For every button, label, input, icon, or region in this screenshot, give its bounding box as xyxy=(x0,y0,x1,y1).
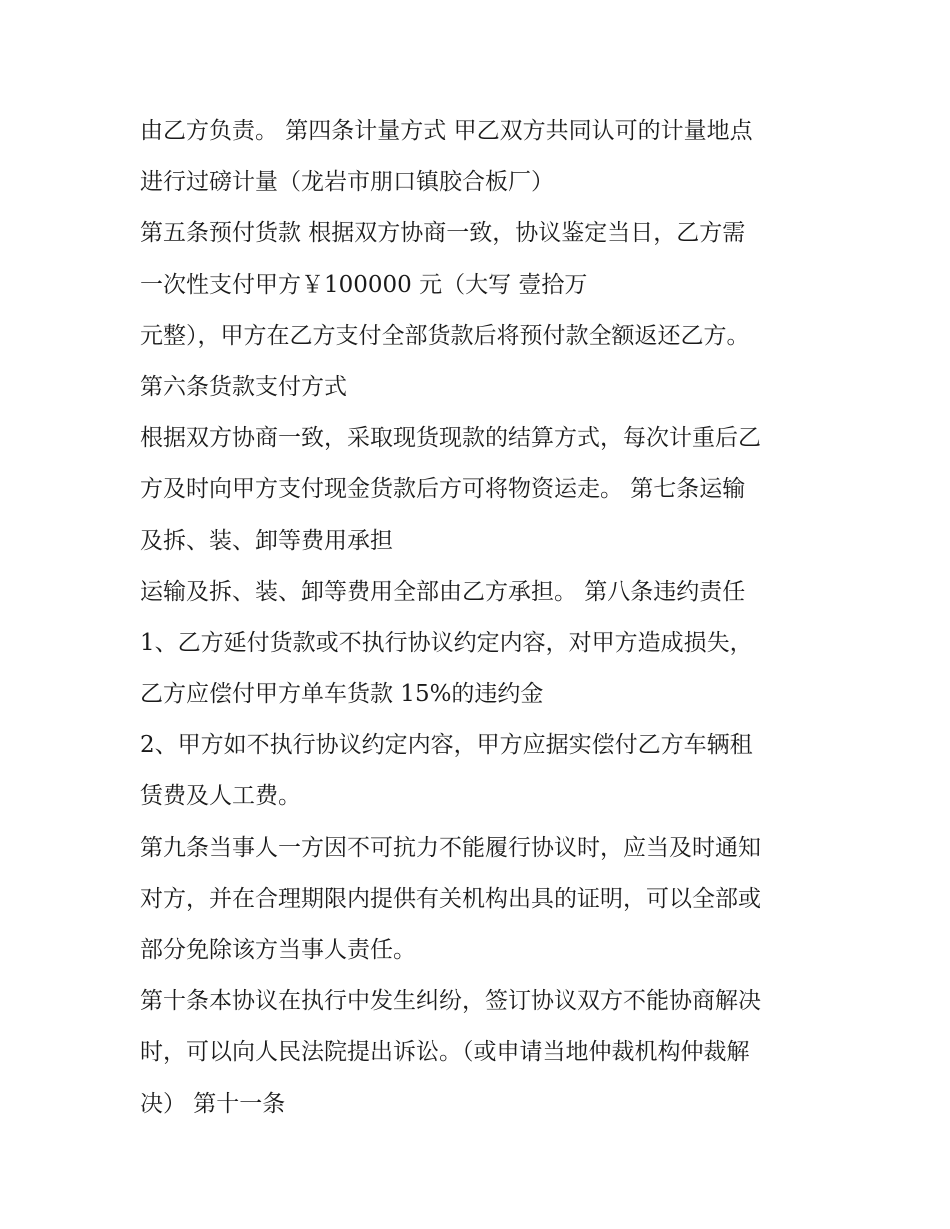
text-line: 及拆、装、卸等费用承担 xyxy=(140,527,393,554)
text-line: 一次性支付甲方￥100000 元（大写 壹拾万 xyxy=(140,271,588,298)
text-line: 进行过磅计量（龙岩市朋口镇胶合板厂） xyxy=(140,169,554,196)
text-line: 第五条预付货款 根据双方协商一致，协议鉴定当日，乙方需 xyxy=(140,220,746,247)
text-line: 决） 第十一条 xyxy=(140,1090,286,1117)
contract-body-text xyxy=(140,106,840,1130)
text-line: 乙方应偿付甲方单车货款 15%的违约金 xyxy=(140,681,544,708)
text-line: 第六条货款支付方式 xyxy=(140,373,347,400)
text-line: 元整），甲方在乙方支付全部货款后将预付款全额返还乙方。 xyxy=(140,322,750,349)
text-line: 由乙方负责。 第四条计量方式 甲乙双方共同认可的计量地点 xyxy=(140,118,753,144)
text-line: 根据双方协商一致，采取现货现款的结算方式，每次计重后乙 xyxy=(140,425,761,452)
text-line: 部分免除该方当事人责任。 xyxy=(140,937,416,963)
text-line: 2、甲方如不执行协议约定内容，甲方应据实偿付乙方车辆租 xyxy=(140,732,753,759)
text-line: 赁费及人工费。 xyxy=(140,783,301,810)
text-line: 时，可以向人民法院提出诉讼。（或申请当地仲裁机构仲裁解 xyxy=(140,1039,750,1066)
text-line: 1、乙方延付货款或不执行协议约定内容，对甲方造成损失， xyxy=(140,629,753,656)
text-line: 运输及拆、装、卸等费用全部由乙方承担。 第八条违约责任 xyxy=(140,578,746,605)
text-line: 第九条当事人一方因不可抗力不能履行协议时，应当及时通知 xyxy=(140,834,761,861)
text-line: 方及时向甲方支付现金货款后方可将物资运走。 第七条运输 xyxy=(140,476,746,503)
text-line: 第十条本协议在执行中发生纠纷，签订协议双方不能协商解决 xyxy=(140,988,761,1015)
text-line: 对方，并在合理期限内提供有关机构出具的证明，可以全部或 xyxy=(140,885,761,912)
